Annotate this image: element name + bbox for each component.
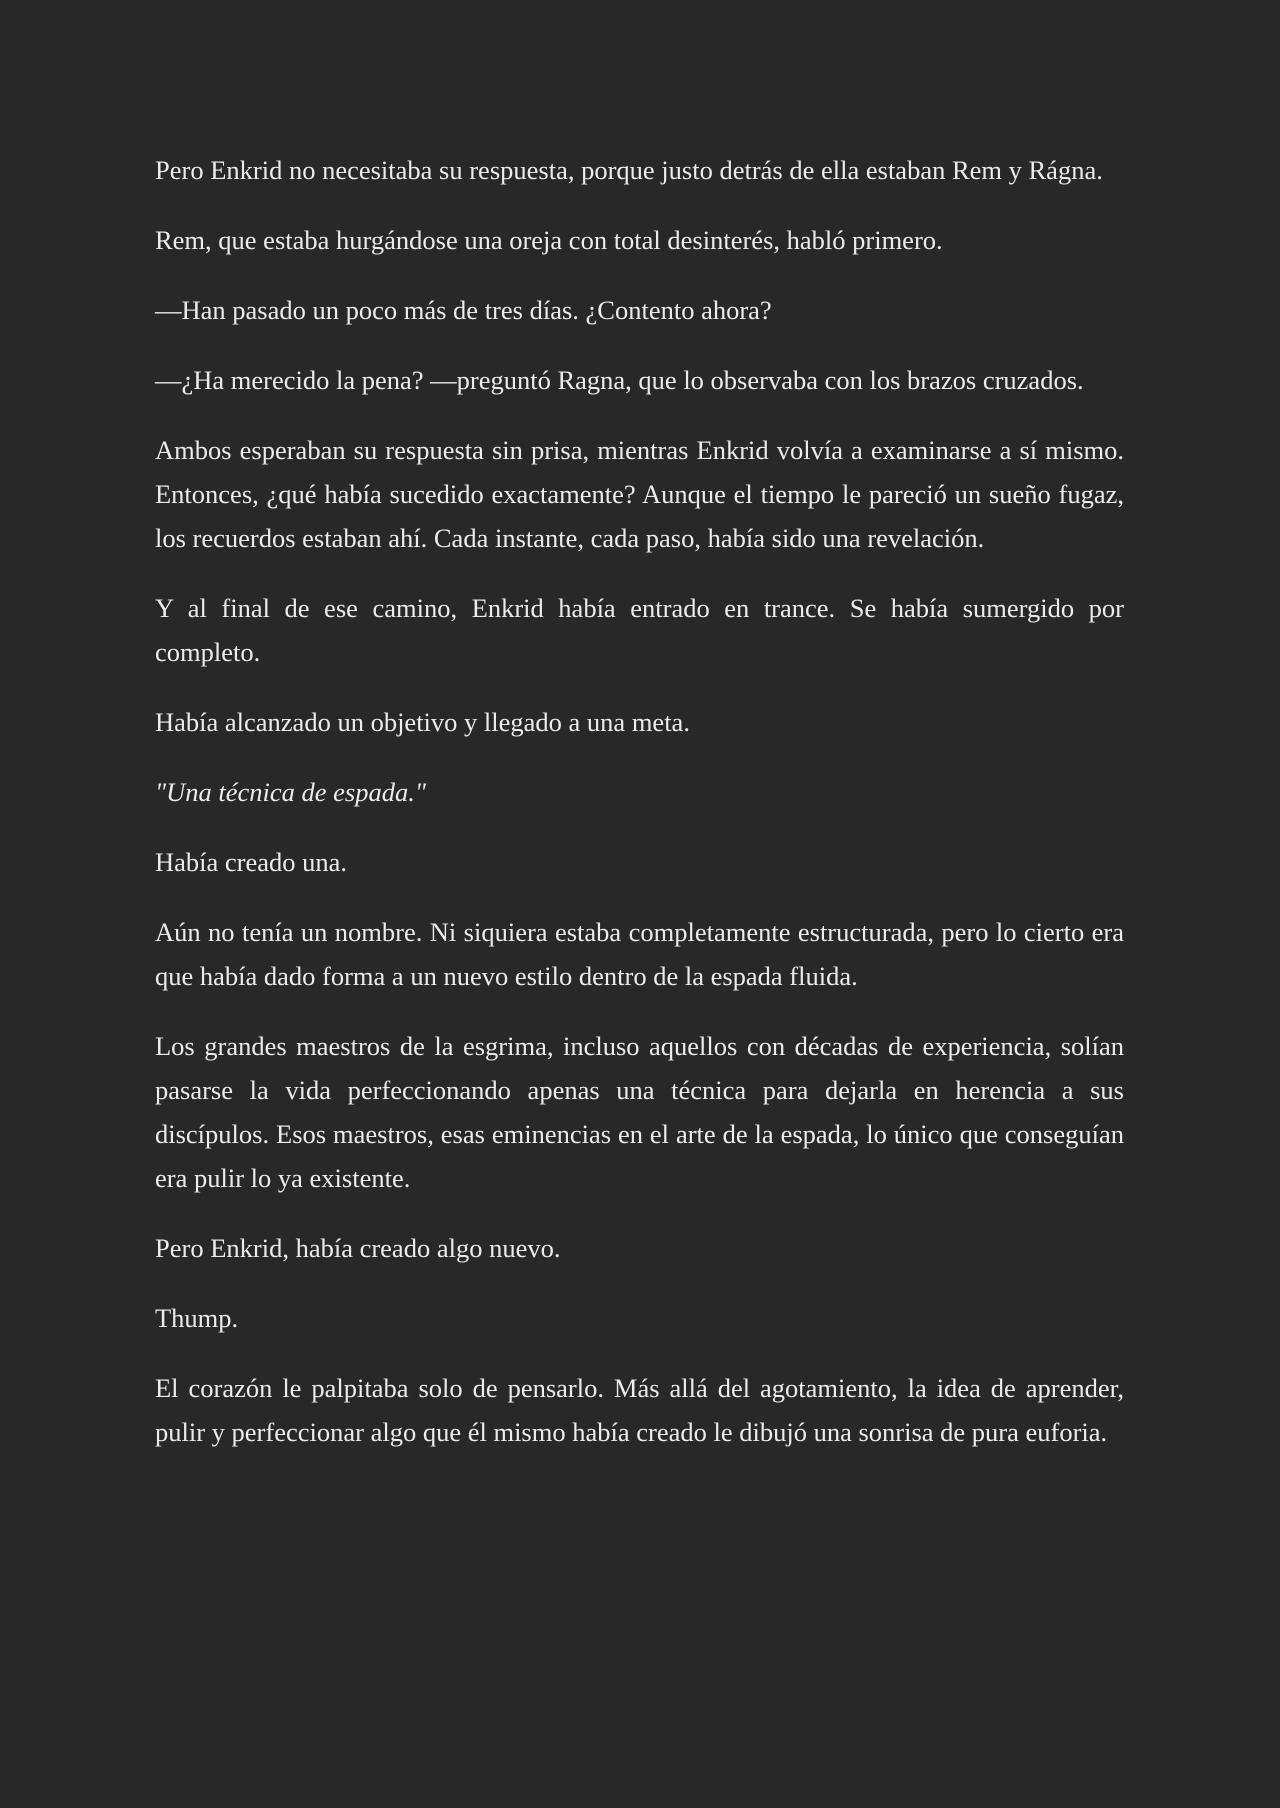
paragraph: Rem, que estaba hurgándose una oreja con total desinterés, habló primero. [155, 225, 943, 255]
chapter-text [155, 148, 1124, 1454]
paragraph: Thump. [155, 1303, 239, 1333]
paragraph: —¿Ha merecido la pena? —preguntó Ragna, que lo observaba con los brazos cruzados. [155, 365, 1084, 395]
paragraph: Ambos esperaban su respuesta sin prisa, mientras Enkrid volvía a examinarse a sí mismo. Entonces, ¿qué había sucedido exactamente? Aunque el tiempo le pareció un sueño fugaz, los recuerdos estaban ahí. Cada instante, cada paso, había sido una revelación. [155, 435, 1124, 553]
paragraph: Pero Enkrid, había creado algo nuevo. [155, 1233, 561, 1263]
paragraph: Había alcanzado un objetivo y llegado a una meta. [155, 707, 690, 737]
paragraph: Aún no tenía un nombre. Ni siquiera estaba completamente estructurada, pero lo cierto era que había dado forma a un nuevo estilo dentro de la espada fluida. [155, 917, 1124, 991]
paragraph-italic-quote: "Una técnica de espada." [155, 777, 426, 807]
paragraph: Había creado una. [155, 847, 348, 877]
paragraph: —Han pasado un poco más de tres días. ¿Contento ahora? [155, 295, 772, 325]
paragraph: Los grandes maestros de la esgrima, incluso aquellos con décadas de experiencia, solían pasarse la vida perfeccionando apenas una técnica para dejarla en herencia a sus discípulos. Esos maestros, esas eminencias en el arte de la espada, lo único que conseguían era pulir lo ya existente. [155, 1031, 1124, 1193]
paragraph: Y al final de ese camino, Enkrid había entrado en trance. Se había sumergido por completo. [155, 593, 1124, 667]
paragraph: Pero Enkrid no necesitaba su respuesta, porque justo detrás de ella estaban Rem y Rágna. [155, 155, 1103, 185]
paragraph: El corazón le palpitaba solo de pensarlo. Más allá del agotamiento, la idea de aprender, pulir y perfeccionar algo que él mismo había creado le dibujó una sonrisa de pura euforia. [155, 1373, 1124, 1447]
